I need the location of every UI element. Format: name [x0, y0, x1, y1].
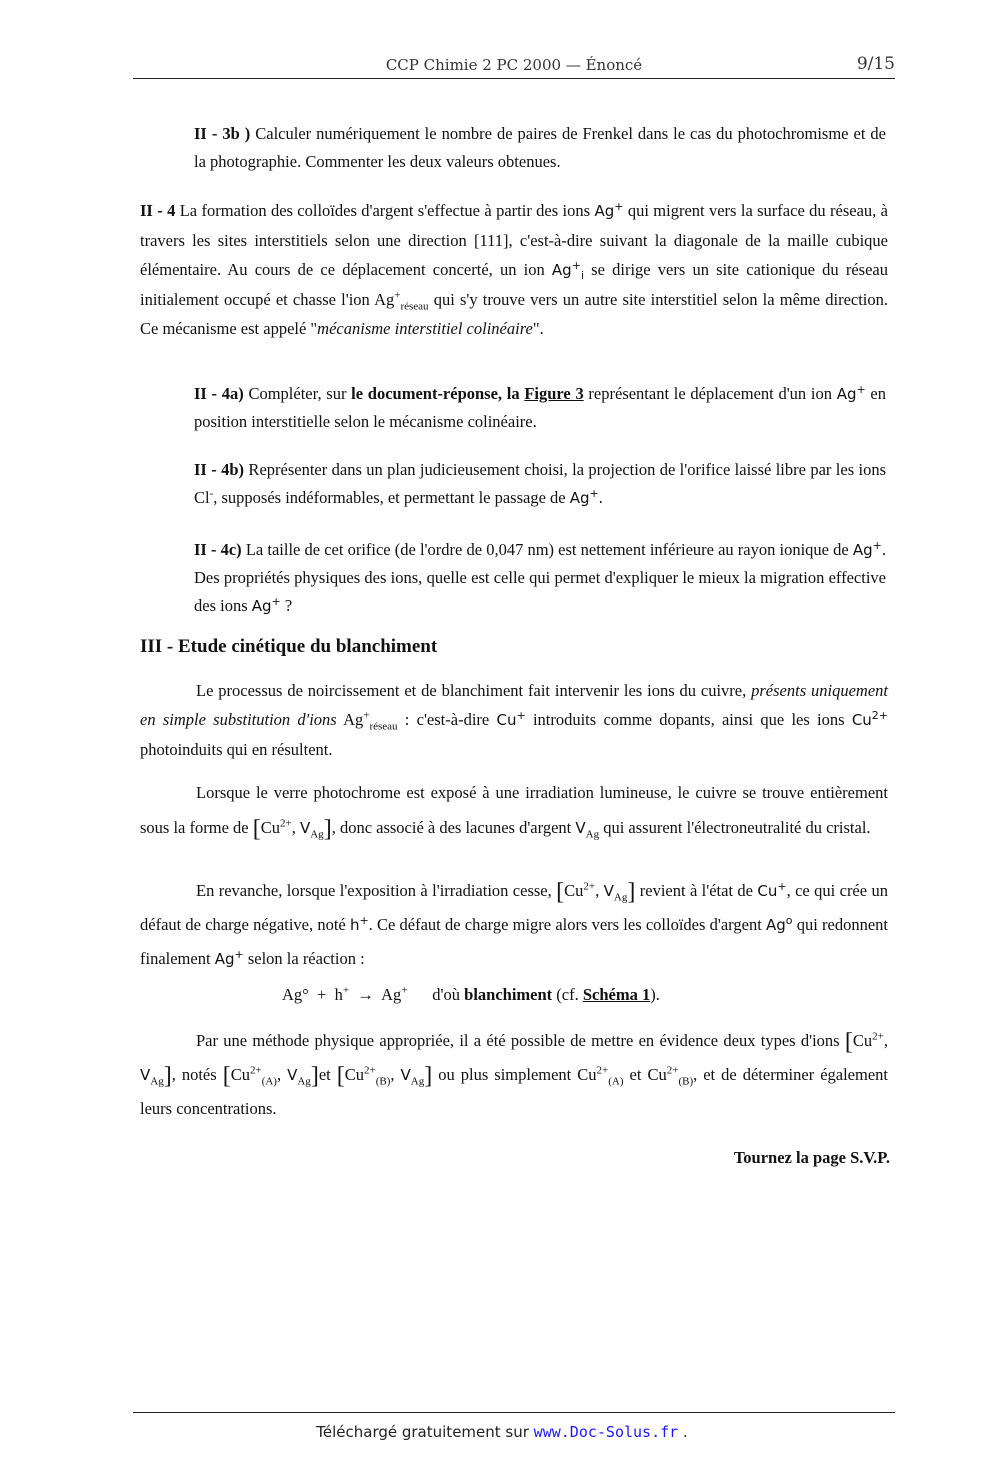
question-4c: II - 4c) La taille de cet orifice (de l'ordre de 0,047 nm) est nettement inférieure au rayon ionique de Ag+. Des propriétés physiques des ions, quelle est celle qui permet d'expliquer le mieux la migration effective des ions Ag+ ? — [194, 539, 886, 615]
question-4b: II - 4b) Représenter dans un plan judicieusement choisi, la projection de l'orifice laissé libre par les ions Cl-, supposés indéformables, et permettant le passage de Ag+. — [194, 460, 887, 507]
turn-page-note: Tournez la page S.V.P. — [733, 1148, 890, 1167]
question-4: II - 4 La formation des colloïdes d'argent s'effectue à partir des ions Ag+ qui migrent vers la surface du réseau, à travers les sites interstitiels selon une direction [111], c'est-à-dire suivant la diagonale de la maille cubique élémentaire. Au cours de ce déplacement concerté, un ion $Ag^+_i$ se dirige vers un site cationique du réseau initialement occupé et chasse l'ion $Ag^+_{réseau}$ qui s'y trouve vers un autre site interstitiel selon la même direction. Ce mécanisme est appelé "mécanisme interstitiel colinéaire". — [140, 200, 889, 338]
figure-3-ref: Figure 3 — [524, 384, 584, 403]
header-title: CCP Chimie 2 PC 2000 — Énoncé — [385, 56, 643, 74]
schema-1-ref: Schéma 1 — [582, 985, 651, 1004]
ag-interstitial-ion: $Ag^+_i$ — [551, 259, 584, 282]
paragraph-processus: Le processus de noircissement et de blanchiment fait intervenir les ions du cuivre, présents uniquement en simple substitution d'ions $Ag^+_{réseau}$ : c'est-à-dire Cu+ introduits comme dopants, ainsi que les ions $Cu^{2+}$ photoinduits qui en résultent. — [140, 681, 889, 759]
paragraph-methode: Par une méthode physique appropriée, il a été possible de mettre en évidence deux types d'ions [$Cu^{2+}$, $V_{Ag}$], notés [$Cu^{2+}_{(A)}$, $V_{Ag}]et$ [$Cu^{2+}_{(B)}$, $V_{Ag}$] ou plus simplement $Cu^{2+}_{(A)}$ et $Cu^{2+}_{(B)}$, et de déterminer également leurs concentrations. — [140, 1029, 888, 1118]
footer-divider — [133, 1412, 895, 1413]
page-footer: Téléchargé gratuitement sur www.Doc-Solus.fr . — [316, 1423, 688, 1441]
page-number: 9/15 — [856, 54, 895, 74]
page-header — [133, 52, 895, 79]
ag-ion: Ag+ — [594, 200, 624, 220]
section-3-title: III - Etude cinétique du blanchiment — [140, 636, 438, 657]
paragraph-irradiation: Lorsque le verre photochrome est exposé à une irradiation lumineuse, le cuivre se trouve entièrement sous la forme de [$Cu^{2+}$, $V_{Ag}$], donc associé à des lacunes d'argent $V_{Ag}$ qui assurent l'électroneutralité du cristal. — [140, 783, 888, 842]
ag-reseau-ion: $Ag^+_{réseau}$ — [374, 289, 429, 313]
doc-solus-link[interactable]: www.Doc-Solus.fr — [533, 1423, 679, 1441]
paragraph-revanche: En revanche, lorsque l'exposition à l'irradiation cesse, [$Cu^{2+}$, $V_{Ag}$] revient à l'état de Cu+, ce qui crée un défaut de charge négative, noté h+. Ce défaut de charge migre alors vers les colloïdes d'argent Ag$^o$ qui redonnent finalement Ag+ selon la réaction : — [140, 879, 888, 968]
question-3b: II - 3b ) Calculer numériquement le nombre de paires de Frenkel dans le cas du photochromisme et de la photographie. Commenter les deux valeurs obtenues. — [194, 124, 886, 171]
blanchiment-equation: Ag° + h+ → Ag+ d'où blanchiment (cf. Schéma 1). — [282, 984, 660, 1004]
question-4a: II - 4a) Compléter, sur le document-réponse, la Figure 3 représentant le déplacement d'un ion Ag+ en position interstitielle selon le mécanisme colinéaire. — [194, 383, 886, 431]
